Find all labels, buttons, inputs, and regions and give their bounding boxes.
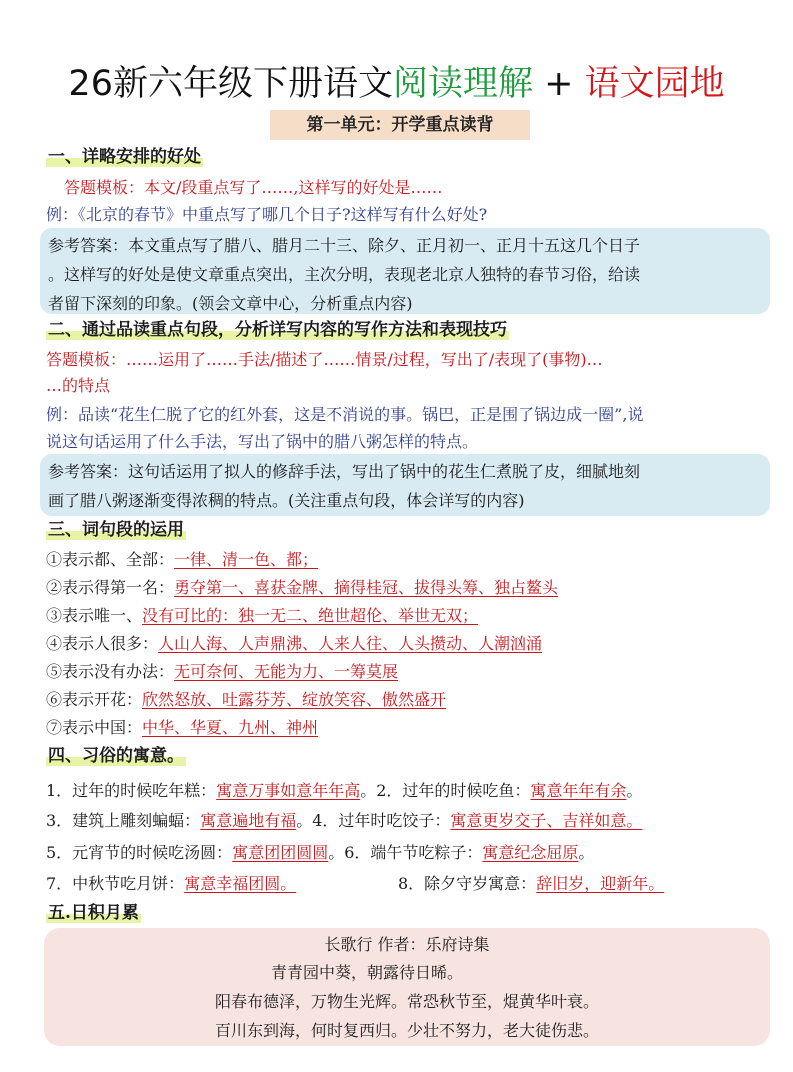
poem-line: 阳春布德泽，万物生光辉。常恐秋节至，焜黄华叶衰。 <box>214 992 599 1011</box>
title-part-3: + <box>532 64 585 104</box>
list-item: ⑦表示中国：中华、华夏、九州、神州 <box>46 718 319 737</box>
section-3-heading: 三、词句段的运用 <box>48 520 184 540</box>
section-2-example-line-2: 说这句话运用了什么手法，写出了锅中的腊八粥怎样的特点。 <box>46 432 479 451</box>
list-item: ①表示都、全部：一律、清一色、都； <box>46 550 319 569</box>
section-1-template: 答题模板：本文/段重点写了……,这样写的好处是…… <box>64 178 443 197</box>
list-item: ⑤表示没有办法：无可奈何、无能为力、一筹莫展 <box>46 662 399 681</box>
poem-line: 百川东到海，何时复西归。少壮不努力，老大徒伤悲。 <box>214 1021 599 1040</box>
unit-subtitle: 第一单元：开学重点读背 <box>270 110 530 140</box>
section-2-template-line-1: 答题模板：……运用了……手法/描述了……情景/过程，写出了/表现了(事物)… <box>46 350 603 369</box>
answer-line: 参考答案：本文重点写了腊八、腊月二十三、除夕、正月初一、正月十五这几个日子 <box>48 236 641 255</box>
poem-line: 青青园中葵，朝露待日晞。 <box>270 963 463 982</box>
poem-box <box>44 928 770 1046</box>
section-2-heading: 二、通过品读重点句段，分析详写内容的写作方法和表现技巧 <box>48 320 507 340</box>
section-1-heading: 一、详略安排的好处 <box>48 147 201 167</box>
custom-row: 1．过年的时候吃年糕：寓意万事如意年年高。2．过年的时候吃鱼：寓意年年有余。 <box>46 781 643 800</box>
list-item: ②表示得第一名：勇夺第一、喜获金牌、摘得桂冠、拔得头筹、独占鳌头 <box>46 578 559 597</box>
answer-line: 。这样写的好处是使文章重点突出，主次分明，表现老北京人独特的春节习俗，给读 <box>48 265 641 284</box>
custom-row: 5．元宵节的时候吃汤圆：寓意团团圆圆。6．端午节吃粽子：寓意纪念屈原。 <box>46 843 595 862</box>
list-item: ④表示人很多：人山人海、人声鼎沸、人来人往、人头攒动、人潮汹涌 <box>46 634 543 653</box>
section-5-heading: 五.日积月累 <box>48 903 139 923</box>
custom-row: 3．建筑上雕刻蝙蝠：寓意遍地有福。4．过年时吃饺子：寓意更岁交子、吉祥如意。 <box>46 811 643 830</box>
section-1-answer <box>40 228 770 314</box>
poem-title: 长歌行 作者：乐府诗集 <box>324 935 490 954</box>
section-1-example: 例：《北京的春节》中重点写了哪几个日子?这样写有什么好处? <box>46 205 488 224</box>
list-item: ⑥表示开花：欣然怒放、吐露芬芳、绽放笑容、傲然盛开 <box>46 690 447 709</box>
section-2-example-line-1: 例：品读“花生仁脱了它的红外套，这是不消说的事。锅巴，正是围了锅边成一圈”,说 <box>46 405 644 424</box>
section-2-template-line-2: …的特点 <box>46 376 111 395</box>
custom-row: 7．中秋节吃月饼：寓意幸福团圆。 <box>46 874 297 893</box>
page-title <box>0 60 793 108</box>
title-part-2: 阅读理解 <box>392 64 533 104</box>
section-4-heading: 四、习俗的寓意。 <box>48 746 184 766</box>
list-item: ③表示唯一、没有可比的：独一无二、绝世超伦、举世无双； <box>46 606 479 625</box>
answer-line: 参考答案：这句话运用了拟人的修辞手法，写出了锅中的花生仁煮脱了皮，细腻地刻 <box>48 462 641 481</box>
section-2-answer <box>40 454 770 516</box>
title-part-1: 26新六年级下册语文 <box>68 64 393 104</box>
title-part-4: 语文园地 <box>584 64 725 104</box>
answer-line: 者留下深刻的印象。(领会文章中心，分析重点内容) <box>48 294 413 313</box>
custom-row-right: 8．除夕守岁寓意：辞旧岁，迎新年。 <box>398 874 665 893</box>
answer-line: 画了腊八粥逐渐变得浓稠的特点。(关注重点句段，体会详写的内容) <box>48 491 525 510</box>
